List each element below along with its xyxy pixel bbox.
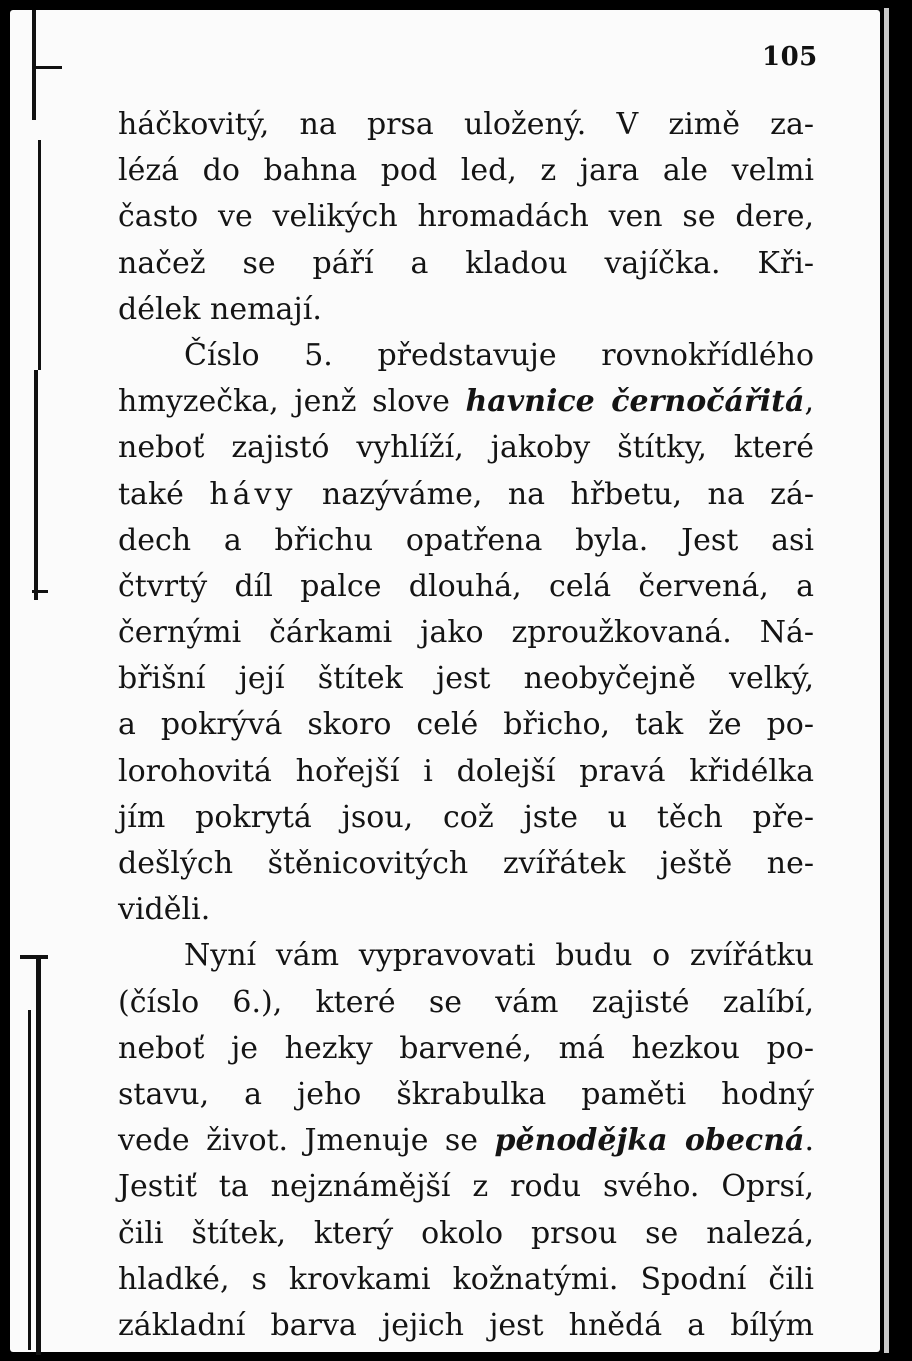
text-line [118, 887, 814, 933]
text-line [118, 933, 814, 979]
text-line [118, 702, 814, 748]
text-line-content: Nyní vám vypravovati budu o zvířátku [184, 938, 814, 974]
text-segment: hmyzečka, jenž slove [118, 384, 466, 420]
text-line [118, 333, 814, 379]
text-line-content: čtvrtý díl palce dlouhá, celá červená, a [118, 568, 814, 604]
text-line [118, 564, 814, 610]
text-line [118, 795, 814, 841]
text-line [118, 1303, 814, 1349]
text-line-content: často ve velikých hromadách ven se dere, [118, 199, 814, 235]
text-line [118, 425, 814, 471]
spaced-term: hávy [209, 476, 297, 512]
text-line-content: a pokrývá skoro celé břicho, tak že po- [118, 707, 814, 743]
text-line-content: dešlých štěnicovitých zvířátek ještě ne- [118, 846, 814, 881]
page-number: 105 [762, 42, 818, 72]
text-line [118, 102, 814, 148]
text-line-content: černými čárkami jako zproužkovaná. Ná- [118, 615, 814, 651]
text-line [118, 379, 814, 425]
text-line [118, 1257, 814, 1303]
text-line [118, 656, 814, 702]
text-line-content: délek nemají. [118, 291, 322, 327]
text-line-content: břišní její štítek jest neobyčejně velký, [118, 661, 814, 697]
text-line [118, 1072, 814, 1118]
text-line-content: lorohovitá hořejší i dolejší pravá křidélka [118, 753, 814, 789]
text-line [118, 1164, 814, 1210]
text-line [118, 472, 814, 518]
text-line [118, 194, 814, 240]
text-line [118, 518, 814, 564]
text-line [118, 241, 814, 287]
text-line-content: čili štítek, který okolo prsou se nalezá, [118, 1215, 814, 1251]
text-line-content: dech a břichu opatřena byla. Jest asi [118, 522, 814, 558]
text-line [118, 287, 814, 333]
text-line-content: (číslo 6.), které se vám zajisté zalíbí, [118, 984, 814, 1020]
binding-edge [10, 10, 70, 1352]
text-line [118, 610, 814, 656]
text-line-content: háčkovitý, na prsa uložený. V zimě za- [118, 107, 814, 142]
text-line-content: neboť zajistó vyhlíží, jakoby štítky, které [118, 430, 814, 466]
body-text [118, 102, 814, 1349]
text-segment: , [804, 384, 814, 420]
text-line [118, 1118, 814, 1164]
text-segment: nazýváme, na hřbetu, na zá- [296, 476, 814, 512]
text-line [118, 980, 814, 1026]
text-line-content: načež se páří a kladou vajíčka. Kři- [118, 245, 814, 281]
text-line [118, 1211, 814, 1257]
text-segment: také [118, 476, 210, 512]
text-line [118, 1026, 814, 1072]
text-line-content: viděli. [118, 892, 211, 928]
text-line-content: jím pokrytá jsou, což jste u těch pře- [118, 799, 814, 835]
text-line [118, 749, 814, 795]
text-line-content: Číslo 5. představuje rovnokřídlého [184, 337, 814, 373]
text-segment: . [804, 1123, 814, 1159]
italic-term: pěnodějka obecná [494, 1123, 805, 1159]
text-segment: vede život. Jmenuje se [118, 1123, 495, 1159]
text-line [118, 148, 814, 194]
text-line-content: stavu, a jeho škrabulka paměti hodný [118, 1076, 814, 1112]
text-line-content: Jestiť ta nejznámější z rodu svého. Oprsí, [118, 1169, 814, 1205]
page-edge [880, 0, 912, 1361]
italic-term: havnice černočářitá [465, 384, 805, 420]
text-line-content: hladké, s krovkami kožnatými. Spodní čili [118, 1261, 814, 1297]
text-line-content: základní barva jejich jest hnědá a bílým [118, 1307, 814, 1343]
text-line-content: neboť je hezky barvené, má hezkou po- [118, 1030, 814, 1066]
text-line-content: lézá do bahna pod led, z jara ale velmi [118, 153, 814, 189]
text-line [118, 841, 814, 887]
